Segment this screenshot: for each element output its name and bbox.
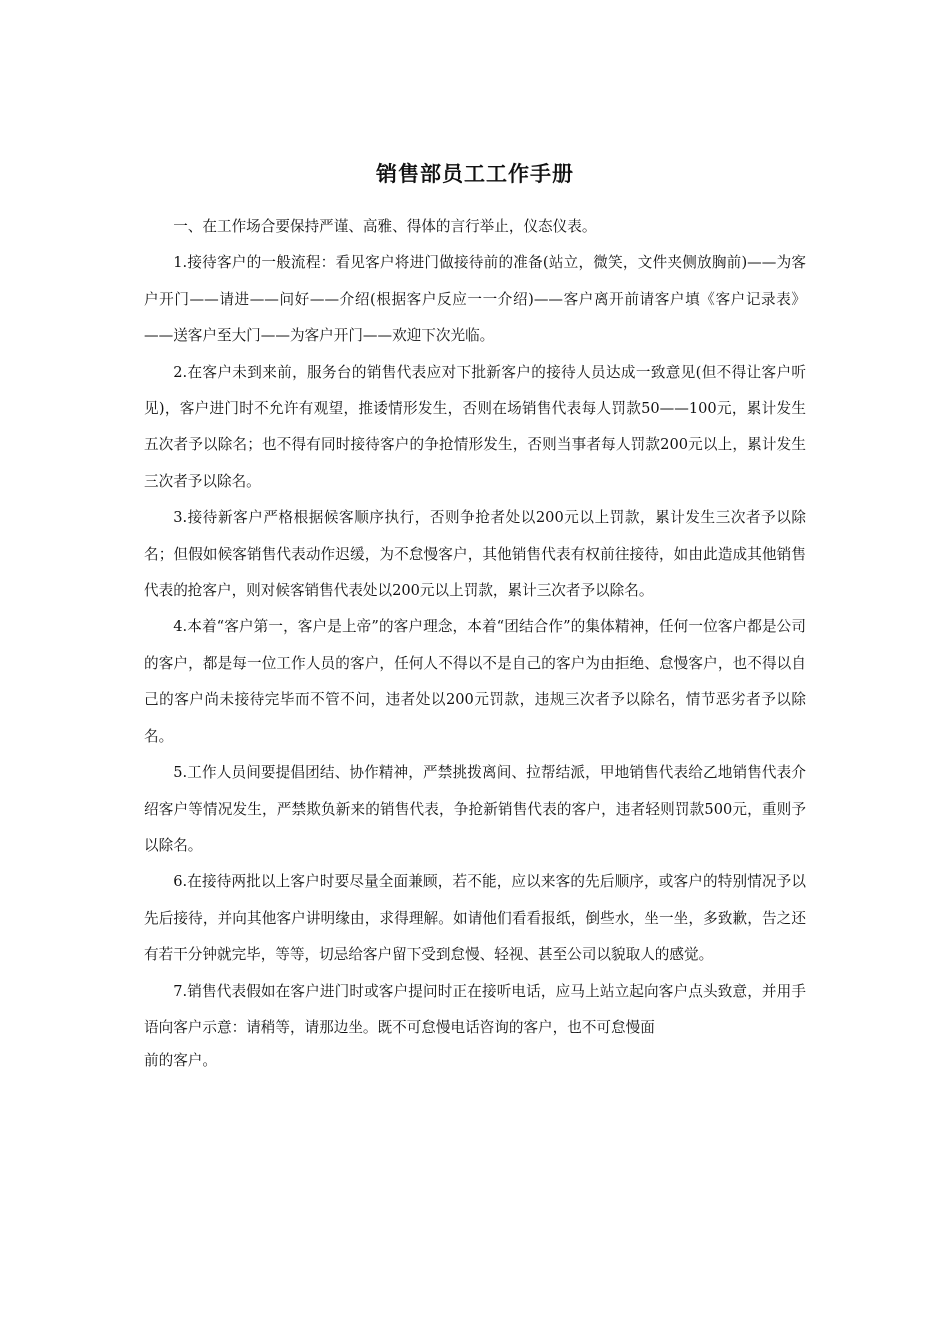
paragraph-rule-1: 1.接待客户的一般流程：看见客户将进门做接待前的准备(站立，微笑，文件夹侧放胸前)——为客户开门——请进——问好——介绍(根据客户反应一一介绍)——客户离开前请客户填《客户记录表》——送客户至大门——为客户开门——欢迎下次光临。 <box>144 254 806 345</box>
paragraph-rule-5: 5.工作人员间要提倡团结、协作精神，严禁挑拨离间、拉帮结派，甲地销售代表给乙地销售代表介绍客户等情况发生，严禁欺负新来的销售代表，争抢新销售代表的客户，违者轻则罚款500元，重则予以除名。 <box>144 764 806 854</box>
paragraph-rule-7: 7.销售代表假如在客户进门时或客户提问时正在接听电话，应马上站立起向客户点头致意，并用手语向客户示意：请稍等，请那边坐。既不可怠慢电话咨询的客户，也不可怠慢面 <box>144 982 806 1036</box>
paragraph-rule-6: 6.在接待两批以上客户时要尽量全面兼顾，若不能，应以来客的先后顺序，或客户的特别情况予以先后接待，并向其他客户讲明缘由，求得理解。如请他们看看报纸，倒些水，坐一坐，多致歉，告之还有若干分钟就完毕，等等，切忌给客户留下受到怠慢、轻视、甚至公司以貌取人的感觉。 <box>144 873 806 964</box>
document-title: 销售部员工工作手册 <box>376 162 574 186</box>
paragraph-general-rule: 一、在工作场合要保持严谨、高雅、得体的言行举止，仪态仪表。 <box>173 218 597 235</box>
paragraph-rule-7-continued: 前的客户。 <box>144 1052 217 1070</box>
paragraph-rule-2: 2.在客户未到来前，服务台的销售代表应对下批新客户的接待人员达成一致意见(但不得让客户听见)，客户进门时不允许有观望，推诿情形发生，否则在场销售代表每人罚款50——100元，累计发生五次者予以除名；也不得有同时接待客户的争抢情形发生，否则当事者每人罚款200元以上，累计发生三次者予以除名。 <box>144 363 806 490</box>
paragraph-rule-3: 3.接待新客户严格根据候客顺序执行，否则争抢者处以200元以上罚款，累计发生三次者予以除名；但假如候客销售代表动作迟缓，为不怠慢客户，其他销售代表有权前往接待，如由此造成其他销售代表的抢客户，则对候客销售代表处以200元以上罚款，累计三次者予以除名。 <box>144 509 806 600</box>
paragraph-rule-4: 4.本着“客户第一，客户是上帝”的客户理念，本着“团结合作”的集体精神，任何一位客户都是公司的客户，都是每一位工作人员的客户，任何人不得以不是自己的客户为由拒绝、怠慢客户，也不得以自己的客户尚未接待完毕而不管不问，违者处以200元罚款，违规三次者予以除名，情节恶劣者予以除名。 <box>144 618 806 745</box>
document-body <box>144 209 806 1080</box>
